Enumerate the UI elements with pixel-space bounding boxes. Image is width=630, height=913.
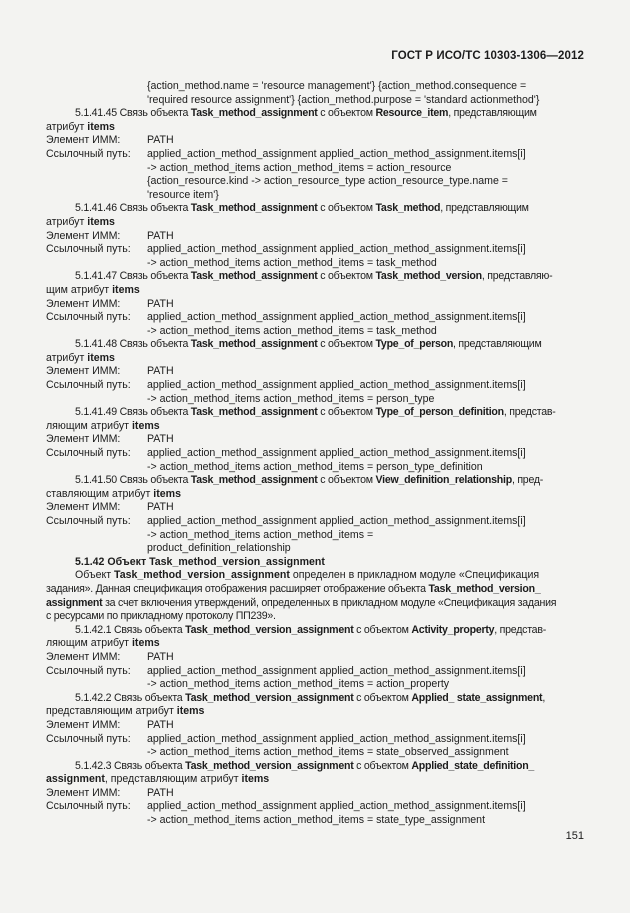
imm-element-row-value: PATH — [147, 134, 174, 147]
reference-path-line: -> action_method_items action_method_items = state_type_assignment — [147, 814, 486, 827]
reference-path-row-label: Ссылочный путь: — [46, 311, 131, 324]
reference-path-row-label: Ссылочный путь: — [46, 147, 131, 160]
mapping-title-line — [46, 637, 584, 651]
text-run: , представляющим атрибут — [104, 773, 242, 786]
bold-term: Applied_ state_assignment — [411, 691, 543, 704]
imm-element-row-label: Элемент ИММ: — [46, 297, 121, 310]
mapping-title-line — [46, 121, 584, 135]
section-description-line — [46, 610, 584, 624]
reference-path-line: -> action_method_items action_method_items = — [147, 528, 374, 541]
section-heading: 5.1.42 Объект Task_method_version_assignment — [75, 555, 325, 568]
text-run: , представляю- — [481, 270, 553, 283]
mapping-title-line — [46, 760, 584, 774]
mapping-title-line — [46, 216, 584, 230]
reference-path-line: {action_resource.kind -> action_resource_type action_resource_type.name = — [147, 175, 508, 188]
text-run: , представ- — [494, 623, 546, 636]
imm-element-row — [46, 365, 584, 379]
text-run: 5.1.41.49 Связь объекта — [75, 406, 191, 419]
mapping-block — [46, 692, 584, 760]
bold-term: Task_method_assignment — [190, 338, 318, 351]
reference-path-row — [46, 800, 584, 814]
reference-path-line: 'resource item'} — [147, 188, 219, 201]
bold-term: assignment — [46, 773, 105, 786]
text-run: ляющим атрибут — [46, 419, 132, 432]
text-run: 5.1.41.45 Связь объекта — [75, 107, 191, 120]
text-run: определен в прикладном модуле «Спецификация — [289, 569, 540, 582]
mapping-title-line — [46, 107, 584, 121]
page-header: ГОСТ Р ИСО/ТС 10303-1306—2012 — [391, 50, 584, 62]
mapping-block — [46, 270, 584, 338]
bold-term: Task_method_assignment — [190, 202, 318, 215]
text-run: 5.1.42.3 Связь объекта — [75, 759, 186, 772]
reference-path-row — [46, 243, 584, 257]
mapping-block — [46, 624, 584, 692]
text-run: 5.1.41.46 Связь объекта — [75, 202, 191, 215]
reference-path-row — [46, 311, 584, 325]
bold-term: Task_method_assignment — [190, 270, 318, 283]
text-run: за счет включения утверждений, определенных в прикладном модуле «Спецификация задания — [102, 596, 557, 609]
text-run: с объектом — [317, 338, 376, 351]
reference-path-row-label: Ссылочный путь: — [46, 664, 131, 677]
text-run: , представляющим — [448, 107, 537, 120]
bold-term: items — [153, 487, 181, 500]
reference-path-row-value: applied_action_method_assignment applied_action_method_assignment.items[i] — [147, 243, 526, 256]
text-run: щим атрибут — [46, 283, 113, 296]
reference-path-row-value: applied_action_method_assignment applied_action_method_assignment.items[i] — [147, 147, 526, 160]
text-run: ставляющим атрибут — [46, 487, 154, 500]
mapping-title-line — [46, 202, 584, 216]
mapping-block — [46, 474, 584, 556]
text-run: с объектом — [353, 623, 412, 636]
reference-path-line: -> action_method_items action_method_items = person_type — [147, 392, 435, 405]
imm-element-row — [46, 787, 584, 801]
imm-element-row — [46, 433, 584, 447]
reference-path-line: -> action_method_items action_method_items = task_method — [147, 256, 437, 269]
text-run: атрибут — [46, 351, 88, 364]
reference-path-row-value: applied_action_method_assignment applied_action_method_assignment.items[i] — [147, 379, 526, 392]
mapping-title-line — [46, 624, 584, 638]
imm-element-row-value: PATH — [147, 718, 174, 731]
text-run: с объектом — [317, 107, 376, 120]
text-run: 5.1.42.2 Связь объекта — [75, 691, 186, 704]
imm-element-row-value: PATH — [147, 229, 174, 242]
text-run: задания». Данная спецификация отображения расширяет отображение объекта — [46, 582, 429, 595]
bold-term: items — [131, 419, 160, 432]
reference-path-row — [46, 665, 584, 679]
text-run: 5.1.41.50 Связь объекта — [75, 474, 191, 487]
bold-term: Applied_state_definition_ — [411, 759, 535, 772]
text-run: с объектом — [353, 759, 412, 772]
bold-term: Task_method_version_ — [428, 582, 541, 595]
bold-term: Task_method_assignment — [190, 107, 318, 120]
reference-path-line: -> action_method_items action_method_items = person_type_definition — [147, 460, 483, 473]
reference-path-row-value: applied_action_method_assignment applied_action_method_assignment.items[i] — [147, 311, 526, 324]
imm-element-row-label: Элемент ИММ: — [46, 650, 121, 663]
imm-element-row — [46, 134, 584, 148]
text-run: атрибут — [46, 215, 88, 228]
bold-term: items — [176, 705, 205, 718]
reference-path-row — [46, 148, 584, 162]
imm-element-row — [46, 230, 584, 244]
imm-element-row-label: Элемент ИММ: — [46, 229, 121, 242]
reference-path-line: product_definition_relationship — [147, 542, 291, 555]
imm-element-row — [46, 298, 584, 312]
reference-path-row — [46, 379, 584, 393]
bold-term: items — [87, 120, 115, 133]
mapping-title-line — [46, 420, 584, 434]
imm-element-row — [46, 651, 584, 665]
imm-element-row — [46, 719, 584, 733]
section-description-line — [46, 583, 584, 597]
bold-term: Task_method_version_assignment — [185, 759, 354, 772]
mapping-title-line — [46, 338, 584, 352]
section-description-line — [46, 569, 584, 583]
reference-path-row-label: Ссылочный путь: — [46, 732, 131, 745]
imm-element-row-label: Элемент ИММ: — [46, 501, 121, 514]
bold-term: Task_method_version — [375, 270, 482, 283]
mapping-block — [46, 107, 584, 202]
imm-element-row-value: PATH — [147, 650, 174, 663]
reference-path-row-value: applied_action_method_assignment applied_action_method_assignment.items[i] — [147, 732, 526, 745]
reference-path-row-value: applied_action_method_assignment applied_action_method_assignment.items[i] — [147, 515, 526, 527]
text-run: , — [542, 691, 546, 704]
mapping-block — [46, 202, 584, 270]
text-run: 5.1.41.48 Связь объекта — [75, 338, 191, 351]
text-run: с объектом — [317, 202, 376, 215]
bold-term: Type_of_person_definition — [375, 406, 504, 419]
bold-term: Task_method_assignment — [190, 406, 318, 419]
bold-term: items — [87, 351, 115, 364]
mapping-title-line — [46, 692, 584, 706]
reference-path-row-label: Ссылочный путь: — [46, 243, 131, 256]
text-run: 5.1.42.1 Связь объекта — [75, 623, 186, 636]
mapping-block — [46, 338, 584, 406]
page-content — [46, 80, 584, 828]
section-description-line — [46, 597, 584, 611]
reference-path-row-value: applied_action_method_assignment applied_action_method_assignment.items[i] — [147, 800, 526, 813]
imm-element-row-label: Элемент ИММ: — [46, 786, 121, 799]
reference-path-row — [46, 733, 584, 747]
text-run: Объект — [75, 569, 115, 582]
imm-element-row-label: Элемент ИММ: — [46, 433, 121, 446]
text-run: с объектом — [353, 691, 412, 704]
text-run: , представ- — [503, 406, 556, 419]
reference-path-row — [46, 447, 584, 461]
bold-term: items — [112, 283, 140, 296]
imm-element-row-value: PATH — [147, 433, 174, 446]
text-run: с объектом — [317, 270, 376, 283]
imm-element-row-label: Элемент ИММ: — [46, 718, 121, 731]
intro-line: 'required resource assignment'} {action_method.purpose = 'standard actionmethod'} — [147, 93, 540, 106]
intro-line: {action_method.name = 'resource management'} {action_method.consequence = — [147, 80, 527, 92]
bold-term: Task_method_version_assignment — [185, 691, 354, 704]
text-run: с объектом — [317, 474, 376, 487]
imm-element-row-value: PATH — [147, 786, 174, 799]
mapping-title-line — [46, 705, 584, 719]
reference-path-row-label: Ссылочный путь: — [46, 379, 131, 392]
reference-path-line: -> action_method_items action_method_items = action_property — [147, 678, 450, 691]
bold-term: Activity_property — [411, 623, 495, 636]
text-run: с ресурсами по прикладному протоколу ПП239». — [46, 610, 276, 623]
reference-path-line: -> action_method_items action_method_items = task_method — [147, 324, 437, 337]
imm-element-row-value: PATH — [147, 365, 174, 378]
mapping-title-line — [46, 773, 584, 787]
mapping-title-line — [46, 406, 584, 420]
mapping-title-line — [46, 488, 584, 502]
mapping-block — [46, 406, 584, 474]
reference-path-line: -> action_method_items action_method_items = action_resource — [147, 161, 452, 174]
reference-path-row-label: Ссылочный путь: — [46, 447, 131, 460]
text-run: 5.1.41.47 Связь объекта — [75, 270, 191, 283]
reference-path-row-value: applied_action_method_assignment applied_action_method_assignment.items[i] — [147, 447, 526, 460]
bold-term: Resource_item — [375, 107, 449, 120]
imm-element-row — [46, 501, 584, 515]
mapping-block — [46, 760, 584, 828]
bold-term: View_definition_relationship — [375, 474, 512, 487]
mapping-title-line — [46, 270, 584, 284]
imm-element-row-label: Элемент ИММ: — [46, 365, 121, 378]
bold-term: Task_method_assignment — [190, 474, 318, 487]
imm-element-row-value: PATH — [147, 297, 174, 310]
reference-path-row-label: Ссылочный путь: — [46, 800, 131, 813]
mapping-title-line — [46, 474, 584, 488]
bold-term: items — [241, 773, 270, 786]
reference-path-line: -> action_method_items action_method_items = state_observed_assignment — [147, 746, 509, 759]
text-run: представляющим атрибут — [46, 705, 177, 718]
text-run: ляющим атрибут — [46, 637, 132, 650]
reference-path-row-value: applied_action_method_assignment applied_action_method_assignment.items[i] — [147, 664, 526, 677]
text-run: , представляющим — [453, 338, 542, 351]
mapping-title-line — [46, 284, 584, 298]
bold-term: items — [87, 215, 115, 228]
imm-element-row-value: PATH — [147, 501, 174, 514]
text-run: , представляющим — [440, 202, 529, 215]
bold-term: Task_method — [375, 202, 441, 215]
bold-term: Task_method_version_assignment — [185, 623, 354, 636]
reference-path-row — [46, 515, 584, 529]
bold-term: assignment — [46, 596, 103, 609]
text-run: , пред- — [511, 474, 544, 487]
reference-path-row-label: Ссылочный путь: — [46, 515, 131, 527]
imm-element-row-label: Элемент ИММ: — [46, 134, 121, 147]
page-number: 151 — [565, 830, 584, 842]
bold-term: items — [131, 637, 160, 650]
text-run: с объектом — [317, 406, 376, 419]
bold-term: Type_of_person — [375, 338, 454, 351]
mapping-title-line — [46, 352, 584, 366]
bold-term: Task_method_version_assignment — [114, 569, 290, 582]
text-run: атрибут — [46, 120, 88, 133]
